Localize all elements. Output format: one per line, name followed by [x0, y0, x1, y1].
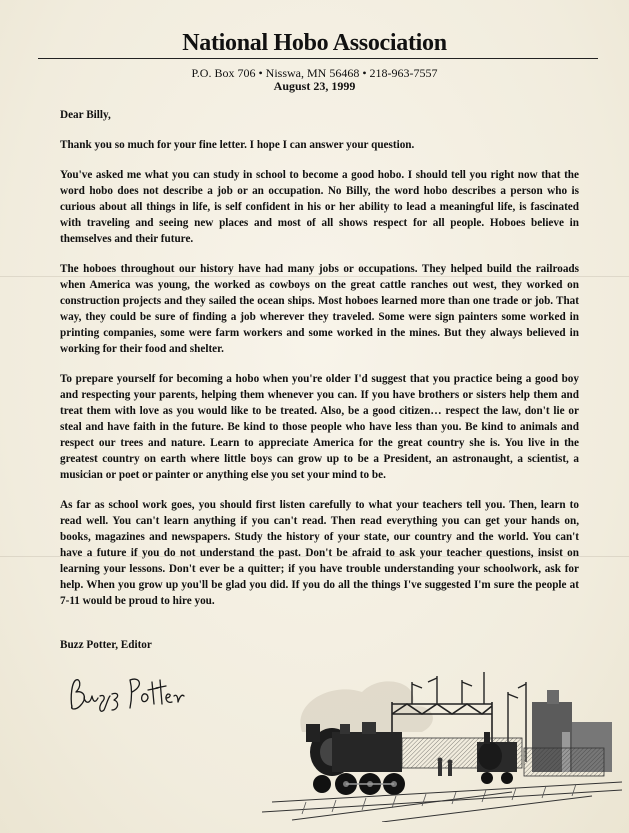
paragraph-thanks: Thank you so much for your fine letter. I hope I can answer your question. — [60, 139, 415, 151]
paragraph-hobo-definition: You've asked me what you can study in school to become a good hobo. I should tell you right now that the word hobo does not describe a job or an occupation. No Billy, the word hobo describes a person who is curious about all things in life, is self confident in his or her ability to lead a meaningful life, is fascinated with traveling and seeing new places and most of all shows respect for all people. Hoboes believe in themselves and their future. — [60, 169, 579, 245]
signoff: Buzz Potter, Editor — [60, 639, 152, 651]
letter-body — [60, 107, 579, 623]
salutation: Dear Billy, — [60, 109, 111, 121]
paragraph-advice: To prepare yourself for becoming a hobo when you're older I'd suggest that you practice being a good boy and respecting your parents, helping them whenever you can. If you have brothers or sisters help them and treat them with love as you would like to be treated. Also, be a good citizen… respect the law, don't lie or steal and have faith in the future. Be kind to those people who have less than you. Be kind to animals and respect our trees and nature. Learn to appreciate America for the great country she is. You live in the greatest country on earth where little boys can grow up to be a President, an astronaught, a scientist, a musician or poet or painter or anything else you set your mind to be. — [60, 373, 579, 481]
letterhead-title: National Hobo Association — [182, 30, 447, 56]
paragraph-school-work: As far as school work goes, you should first listen carefully to what your teachers tell you. Then, learn to read well. You can't learn anything if you can't read. Then read everything you can get your hands on, books, magazines and newspapers. Study the history of your state, our country and the world. You can't have a future if you do not understand the past. Don't be afraid to ask your teacher questions, insist on learning your lessons. Don't ever be a quitter; if you have trouble understanding your schoolwork, ask for help. When you grow up you'll be glad you did. If you do all the things I've suggested I'm sure the people at 7-11 would be proud to hire you. — [60, 499, 579, 607]
letterhead-rule — [38, 58, 598, 59]
letterhead-address: P.O. Box 706 • Nisswa, MN 56468 • 218-963-7557 — [191, 66, 438, 80]
railroad-engraving — [262, 662, 622, 822]
signature-image — [62, 668, 187, 718]
letter-date: August 23, 1999 — [273, 79, 356, 93]
paragraph-hobo-history: The hoboes throughout our history have had many jobs or occupations. They helped build the railroads when America was young, the worked as cowboys on the great cattle ranches out west, they worked on construction projects and they sailed the ocean ships. Most hoboes learned more than one trade or job. That way, they could be sure of finding a job wherever they traveled. Some were sign painters some worked in printing companies, some were farm workers and some worked in the mines. But they always believed in working for their food and shelter. — [60, 263, 579, 355]
